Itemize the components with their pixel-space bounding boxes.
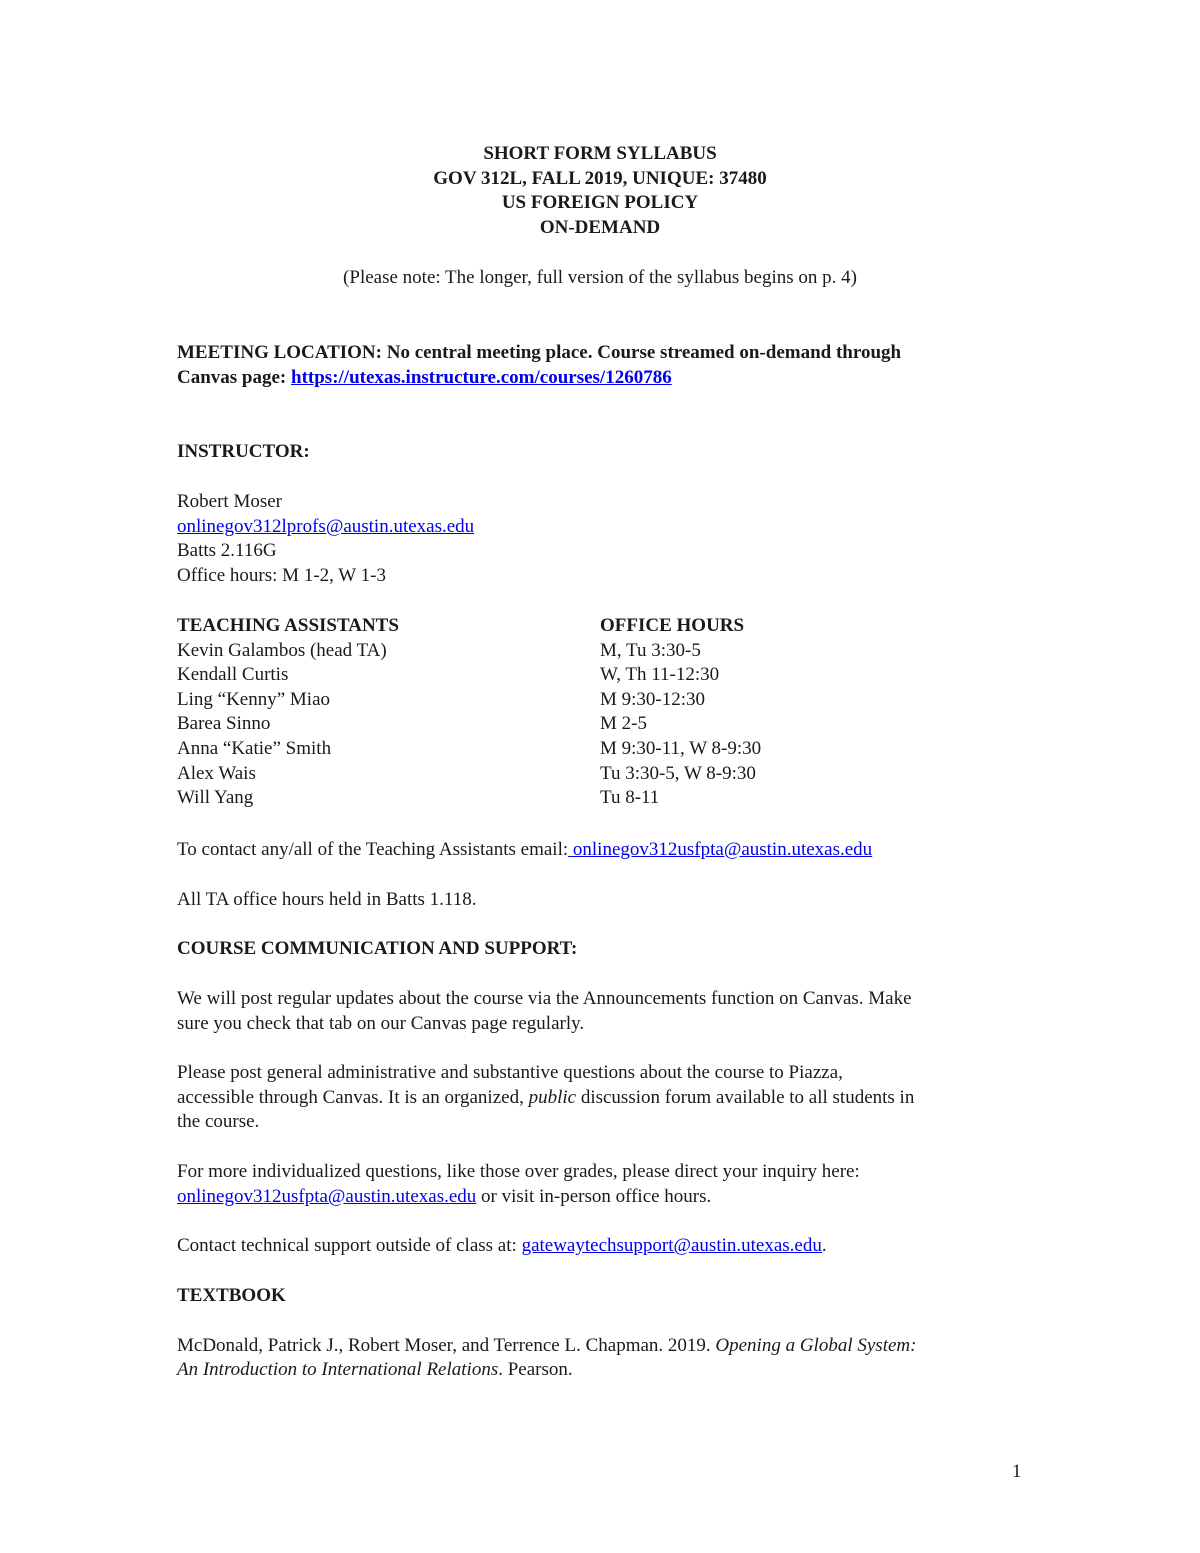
office-hours-suffix: or visit in-person office hours. xyxy=(476,1186,712,1207)
textbook-citation-2 xyxy=(177,1358,573,1382)
instructor-hours: Office hours: M 1-2, W 1-3 xyxy=(177,565,386,586)
title-line-1: SHORT FORM SYLLABUS xyxy=(483,143,717,164)
public-emphasis: public xyxy=(528,1087,577,1108)
page-number: 1 xyxy=(1012,1461,1022,1482)
instructor-name: Robert Moser xyxy=(177,491,283,512)
meeting-location-line-1: MEETING LOCATION: No central meeting place. Course streamed on-demand through xyxy=(177,342,902,363)
canvas-page-label: Canvas page: xyxy=(177,367,292,388)
tech-support-email-link[interactable]: gatewaytechsupport@austin.utexas.edu xyxy=(521,1235,822,1256)
ta-hours: M 9:30-11, W 8-9:30 xyxy=(600,738,762,759)
piazza-text-2a: accessible through Canvas. It is an organized, xyxy=(177,1087,529,1108)
textbook-title-2: An Introduction to International Relations xyxy=(177,1359,499,1380)
instructor-email-line xyxy=(177,515,474,539)
announcements-text-2: sure you check that tab on our Canvas page regularly. xyxy=(177,1013,585,1034)
ta-hours: M, Tu 3:30-5 xyxy=(600,640,701,661)
individual-questions-text: For more individualized questions, like those over grades, please direct your inquiry here: xyxy=(177,1161,860,1182)
tech-support-period: . xyxy=(821,1235,827,1256)
ta-hours: W, Th 11-12:30 xyxy=(600,664,720,685)
textbook-citation-1 xyxy=(177,1334,916,1358)
office-hours-heading: OFFICE HOURS xyxy=(600,615,745,636)
ta-email-link-2[interactable]: onlinegov312usfpta@austin.utexas.edu xyxy=(177,1186,477,1207)
ta-name: Kevin Galambos (head TA) xyxy=(177,640,387,661)
individual-questions-line-2 xyxy=(177,1185,711,1209)
title-line-2: GOV 312L, FALL 2019, UNIQUE: 37480 xyxy=(433,168,767,189)
instructor-office: Batts 2.116G xyxy=(177,540,277,561)
tech-support-text: Contact technical support outside of class at: xyxy=(177,1235,522,1256)
ta-name: Barea Sinno xyxy=(177,713,271,734)
ta-contact-text: To contact any/all of the Teaching Assistants email: xyxy=(177,839,569,860)
ta-name: Kendall Curtis xyxy=(177,664,289,685)
canvas-course-link[interactable]: https://utexas.instructure.com/courses/1260786 xyxy=(291,367,672,388)
ta-name: Anna “Katie” Smith xyxy=(177,738,332,759)
textbook-heading: TEXTBOOK xyxy=(177,1285,286,1306)
instructor-email-link[interactable]: onlinegov312lprofs@austin.utexas.edu xyxy=(177,516,475,537)
textbook-publisher: . Pearson. xyxy=(498,1359,573,1380)
ta-hours: M 2-5 xyxy=(600,713,647,734)
piazza-text-1: Please post general administrative and substantive questions about the course to Piazza, xyxy=(177,1062,843,1083)
ta-location: All TA office hours held in Batts 1.118. xyxy=(177,889,477,910)
ta-hours: M 9:30-12:30 xyxy=(600,689,706,710)
ta-hours: Tu 8-11 xyxy=(600,787,660,808)
announcements-text-1: We will post regular updates about the course via the Announcements function on Canvas. Make xyxy=(177,988,912,1009)
ta-name: Alex Wais xyxy=(177,763,256,784)
syllabus-note: (Please note: The longer, full version of the syllabus begins on p. 4) xyxy=(343,267,857,288)
piazza-text-2 xyxy=(177,1086,914,1110)
textbook-title-1: Opening a Global System: xyxy=(715,1335,917,1356)
ta-hours: Tu 3:30-5, W 8-9:30 xyxy=(600,763,756,784)
communication-heading: COURSE COMMUNICATION AND SUPPORT: xyxy=(177,938,578,959)
piazza-text-3: the course. xyxy=(177,1111,260,1132)
textbook-authors: McDonald, Patrick J., Robert Moser, and Terrence L. Chapman. 2019. xyxy=(177,1335,716,1356)
title-line-4: ON-DEMAND xyxy=(539,217,661,238)
title-line-3: US FOREIGN POLICY xyxy=(501,192,699,213)
meeting-location-line-2 xyxy=(177,366,672,390)
ta-name: Ling “Kenny” Miao xyxy=(177,689,331,710)
instructor-heading: INSTRUCTOR: xyxy=(177,441,310,462)
ta-name: Will Yang xyxy=(177,787,254,808)
ta-email-link[interactable]: onlinegov312usfpta@austin.utexas.edu xyxy=(568,839,873,860)
piazza-text-2b: discussion forum available to all students in xyxy=(576,1087,915,1108)
ta-heading: TEACHING ASSISTANTS xyxy=(177,615,399,636)
ta-contact-line xyxy=(177,838,872,862)
tech-support-line xyxy=(177,1234,827,1258)
